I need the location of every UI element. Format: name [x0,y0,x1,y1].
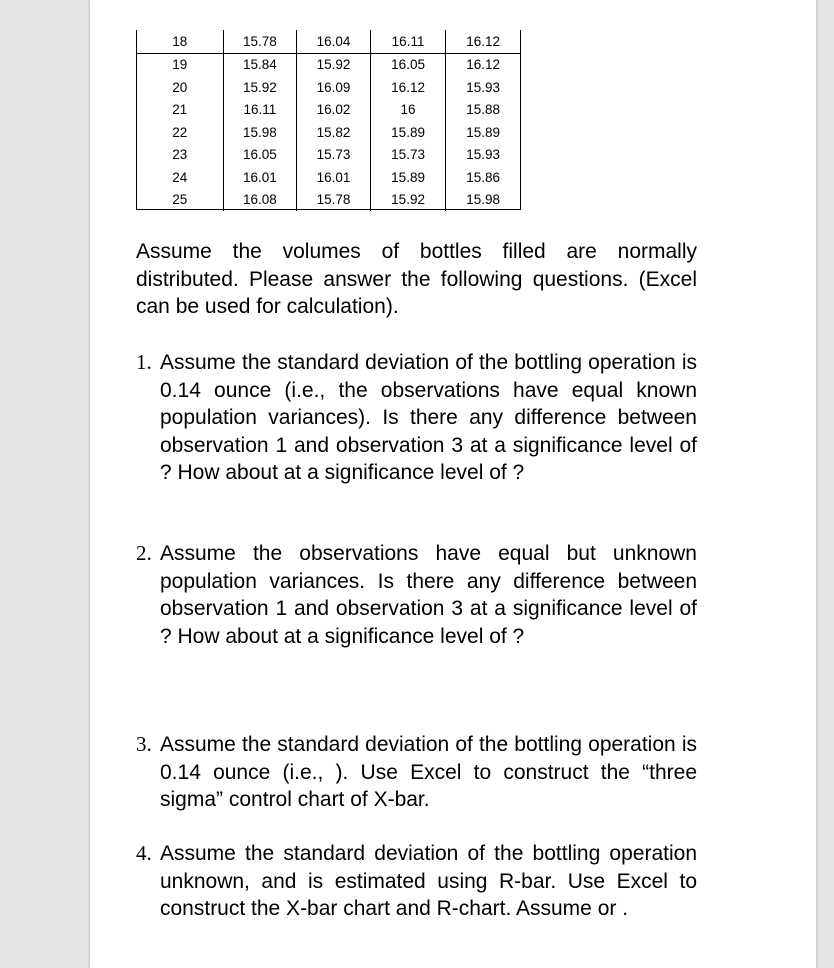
table-row [137,189,520,212]
table-row [137,30,520,54]
table-cell: 15.89 [466,124,501,140]
table-cell: 16.12 [466,57,501,73]
table-row [137,76,520,99]
table-cell: 24 [137,166,224,189]
table-cell: 15.73 [297,144,371,167]
question-text: Assume the standard deviation of the bottling operation is 0.14 ounce (i.e., ). Use Excel to construct the “three sigma” control chart of X-bar. [160,733,697,811]
question-2 [136,540,697,650]
table-cell: 15.92 [224,76,298,99]
table-cell: 16.12 [466,33,501,49]
table-cell: 16.05 [371,54,447,77]
table-cell: 16.12 [371,76,447,99]
table-row [137,166,520,189]
table-cell: 15.82 [297,121,371,144]
table-cell: 21 [137,99,224,122]
table-cell: 25 [137,189,224,212]
table-row [137,54,520,77]
table-cell: 16.11 [371,30,447,53]
table-cell: 15.89 [371,166,447,189]
table-cell: 16 [371,99,447,122]
table-cell: 16.08 [224,189,298,212]
question-text: Assume the observations have equal but unknown population variances. Is there any difference between observation 1 and observation 3 at a significance level of ? How about at a significance level of ? [160,542,697,648]
table-row [137,121,520,144]
table-cell: 15.93 [466,79,501,95]
intro-paragraph: Assume the volumes of bottles filled are normally distributed. Please answer the following questions. (Excel can be used for calculation). [136,240,697,318]
question-3 [136,731,697,814]
table-cell: 15.93 [466,147,501,163]
table-cell: 15.78 [224,30,298,53]
table-cell: 15.78 [297,189,371,212]
table-cell: 15.98 [224,121,298,144]
question-text: Assume the standard deviation of the bottling operation is 0.14 ounce (i.e., the observations have equal known population variances). Is there any difference between observation 1 and observation 3 at a significance level of ? How about at a significance level of ? [160,351,697,484]
table-cell: 16.09 [297,76,371,99]
question-text: Assume the standard deviation of the bottling operation unknown, and is estimated using R-bar. Use Excel to construct the X-bar chart and R-chart. Assume or . [160,842,697,920]
table-cell: 16.02 [297,99,371,122]
table-cell: 15.86 [466,169,501,185]
table-cell: 22 [137,121,224,144]
question-1 [136,349,697,487]
table-cell: 16.11 [224,99,298,122]
data-table [136,30,521,210]
table-cell: 19 [137,54,224,77]
table-cell: 23 [137,144,224,167]
question-4 [136,840,697,923]
table-cell: 20 [137,76,224,99]
table-cell: 18 [137,30,224,53]
question-number: 3. [136,732,152,756]
table-cell: 15.92 [371,189,447,212]
question-number: 1. [136,350,152,374]
table-cell: 16.05 [224,144,298,167]
question-number: 2. [136,541,152,565]
table-cell: 15.92 [297,54,371,77]
table-row [137,99,520,122]
table-cell: 16.01 [224,166,298,189]
table-cell: 15.88 [466,102,501,118]
table-cell: 15.73 [371,144,447,167]
table-cell: 16.01 [297,166,371,189]
table-cell: 15.98 [466,192,501,208]
table-cell: 15.84 [224,54,298,77]
table-cell: 15.89 [371,121,447,144]
table-cell: 16.04 [297,30,371,53]
question-number: 4. [136,841,152,865]
table-row [137,144,520,167]
